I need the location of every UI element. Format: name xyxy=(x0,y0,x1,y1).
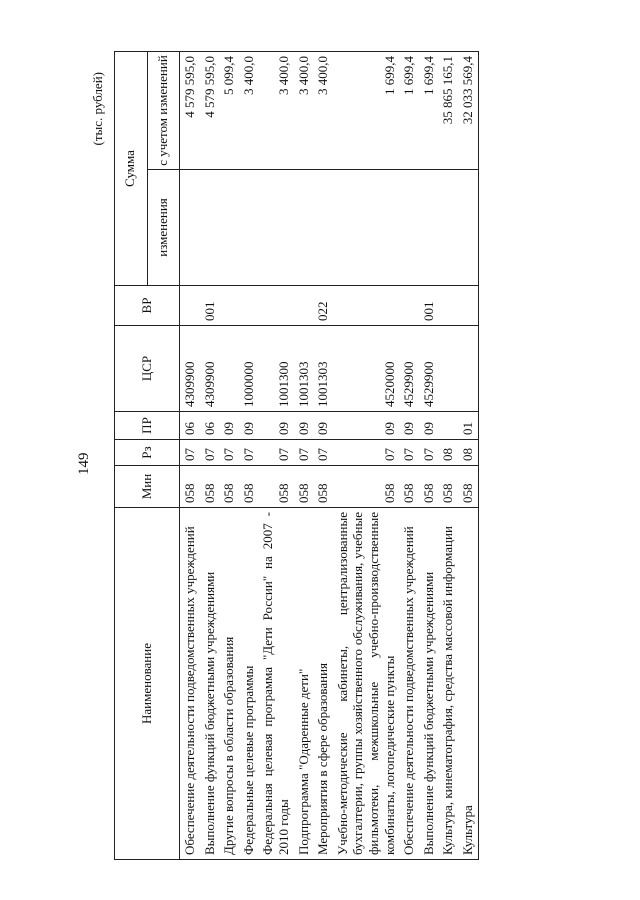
table-row xyxy=(180,52,200,860)
cell-pr: 09 xyxy=(258,412,293,440)
cell-csr: 4309900 xyxy=(180,326,200,412)
cell-min: 058 xyxy=(200,466,220,508)
cell-changes xyxy=(294,170,314,286)
cell-changes xyxy=(200,170,220,286)
col-header-pr: ПР xyxy=(115,412,180,440)
cell-total: 1 699,4 xyxy=(399,52,419,170)
col-header-with-changes: с учетом изменений xyxy=(147,52,180,170)
cell-csr: 4529900 xyxy=(399,326,419,412)
cell-vr xyxy=(258,286,293,326)
cell-total: 4 579 595,0 xyxy=(180,52,200,170)
cell-changes xyxy=(399,170,419,286)
cell-csr: 1001303 xyxy=(313,326,333,412)
cell-pr xyxy=(438,412,458,440)
cell-min: 058 xyxy=(419,466,439,508)
cell-changes xyxy=(258,170,293,286)
table-row xyxy=(438,52,458,860)
col-header-csr: ЦСР xyxy=(115,326,180,412)
cell-vr xyxy=(399,286,419,326)
cell-vr xyxy=(294,286,314,326)
cell-name: Выполнение функций бюджетными учреждениями xyxy=(419,508,439,860)
cell-rz: 08 xyxy=(458,440,478,466)
cell-min: 058 xyxy=(294,466,314,508)
cell-vr: 001 xyxy=(419,286,439,326)
table-body xyxy=(180,52,479,860)
cell-name: Культура xyxy=(458,508,478,860)
cell-csr xyxy=(438,326,458,412)
table-row xyxy=(239,52,259,860)
cell-csr: 1001303 xyxy=(294,326,314,412)
col-header-changes: изменения xyxy=(147,170,180,286)
cell-rz: 07 xyxy=(219,440,239,466)
cell-min: 058 xyxy=(180,466,200,508)
table-row xyxy=(399,52,419,860)
cell-name: Мероприятия в сфере образования xyxy=(313,508,333,860)
cell-min: 058 xyxy=(239,466,259,508)
cell-total: 1 699,4 xyxy=(419,52,439,170)
cell-pr: 06 xyxy=(180,412,200,440)
cell-rz: 07 xyxy=(313,440,333,466)
cell-changes xyxy=(219,170,239,286)
cell-changes xyxy=(419,170,439,286)
cell-total: 3 400,0 xyxy=(239,52,259,170)
cell-min: 058 xyxy=(438,466,458,508)
cell-changes xyxy=(313,170,333,286)
cell-pr: 09 xyxy=(313,412,333,440)
rotated-page xyxy=(70,20,570,880)
cell-rz: 07 xyxy=(333,440,399,466)
cell-total: 35 865 165,1 xyxy=(438,52,458,170)
cell-total: 5 099,4 xyxy=(219,52,239,170)
cell-vr xyxy=(333,286,399,326)
cell-name: Обеспечение деятельности подведомственных учреждений xyxy=(180,508,200,860)
cell-rz: 07 xyxy=(294,440,314,466)
cell-name: Федеральная целевая программа "Дети России" на 2007 - 2010 годы xyxy=(258,508,293,860)
cell-vr: 001 xyxy=(200,286,220,326)
cell-min: 058 xyxy=(399,466,419,508)
table-row xyxy=(419,52,439,860)
cell-min: 058 xyxy=(258,466,293,508)
cell-pr: 09 xyxy=(399,412,419,440)
table-row xyxy=(313,52,333,860)
cell-changes xyxy=(239,170,259,286)
cell-pr: 01 xyxy=(458,412,478,440)
cell-vr xyxy=(180,286,200,326)
cell-name: Федеральные целевые программы xyxy=(239,508,259,860)
table-row xyxy=(219,52,239,860)
cell-name: Обеспечение деятельности подведомственных учреждений xyxy=(399,508,419,860)
col-header-sum: Сумма xyxy=(115,52,148,286)
cell-changes xyxy=(458,170,478,286)
cell-rz: 07 xyxy=(239,440,259,466)
cell-name: Другие вопросы в области образования xyxy=(219,508,239,860)
cell-pr: 09 xyxy=(419,412,439,440)
table-row xyxy=(294,52,314,860)
cell-total: 1 699,4 xyxy=(333,52,399,170)
cell-name: Выполнение функций бюджетными учреждениями xyxy=(200,508,220,860)
cell-csr xyxy=(458,326,478,412)
cell-min: 058 xyxy=(313,466,333,508)
cell-min: 058 xyxy=(219,466,239,508)
cell-total: 3 400,0 xyxy=(313,52,333,170)
table-row xyxy=(333,52,399,860)
col-header-rz: Рз xyxy=(115,440,180,466)
cell-total: 4 579 595,0 xyxy=(200,52,220,170)
cell-name: Культура, кинематография, средства массовой информации xyxy=(438,508,458,860)
cell-rz: 07 xyxy=(180,440,200,466)
cell-pr: 06 xyxy=(200,412,220,440)
cell-csr: 4529900 xyxy=(419,326,439,412)
cell-min: 058 xyxy=(458,466,478,508)
cell-rz: 07 xyxy=(419,440,439,466)
cell-csr xyxy=(219,326,239,412)
table-row xyxy=(458,52,478,860)
col-header-min: Мин xyxy=(115,466,180,508)
table-row xyxy=(258,52,293,860)
cell-total: 32 033 569,4 xyxy=(458,52,478,170)
cell-changes xyxy=(180,170,200,286)
cell-pr: 09 xyxy=(219,412,239,440)
cell-rz: 08 xyxy=(438,440,458,466)
cell-changes xyxy=(438,170,458,286)
cell-rz: 07 xyxy=(258,440,293,466)
cell-rz: 07 xyxy=(200,440,220,466)
table-row xyxy=(200,52,220,860)
cell-pr: 09 xyxy=(239,412,259,440)
cell-pr: 09 xyxy=(333,412,399,440)
cell-csr: 1001300 xyxy=(258,326,293,412)
cell-name: Подпрограмма "Одаренные дети" xyxy=(294,508,314,860)
cell-total: 3 400,0 xyxy=(258,52,293,170)
cell-csr: 4309900 xyxy=(200,326,220,412)
cell-csr: 4520000 xyxy=(333,326,399,412)
col-header-vr: ВР xyxy=(115,286,180,326)
cell-total: 3 400,0 xyxy=(294,52,314,170)
cell-vr: 022 xyxy=(313,286,333,326)
cell-vr xyxy=(239,286,259,326)
cell-vr xyxy=(219,286,239,326)
units-note: (тыс. рублей) xyxy=(90,72,105,146)
col-header-name: Наименование xyxy=(115,508,180,860)
cell-vr xyxy=(438,286,458,326)
cell-csr: 1000000 xyxy=(239,326,259,412)
cell-pr: 09 xyxy=(294,412,314,440)
cell-vr xyxy=(458,286,478,326)
cell-name: Учебно-методические кабинеты, централизованные бухгалтерии, группы хозяйственного обслуживания, учебные фильмотеки, межшкольные учебно-производственные комбинаты, логопедические пункты xyxy=(333,508,399,860)
cell-changes xyxy=(333,170,399,286)
budget-table xyxy=(114,51,479,860)
cell-rz: 07 xyxy=(399,440,419,466)
page-number: 149 xyxy=(76,452,92,475)
cell-min: 058 xyxy=(333,466,399,508)
